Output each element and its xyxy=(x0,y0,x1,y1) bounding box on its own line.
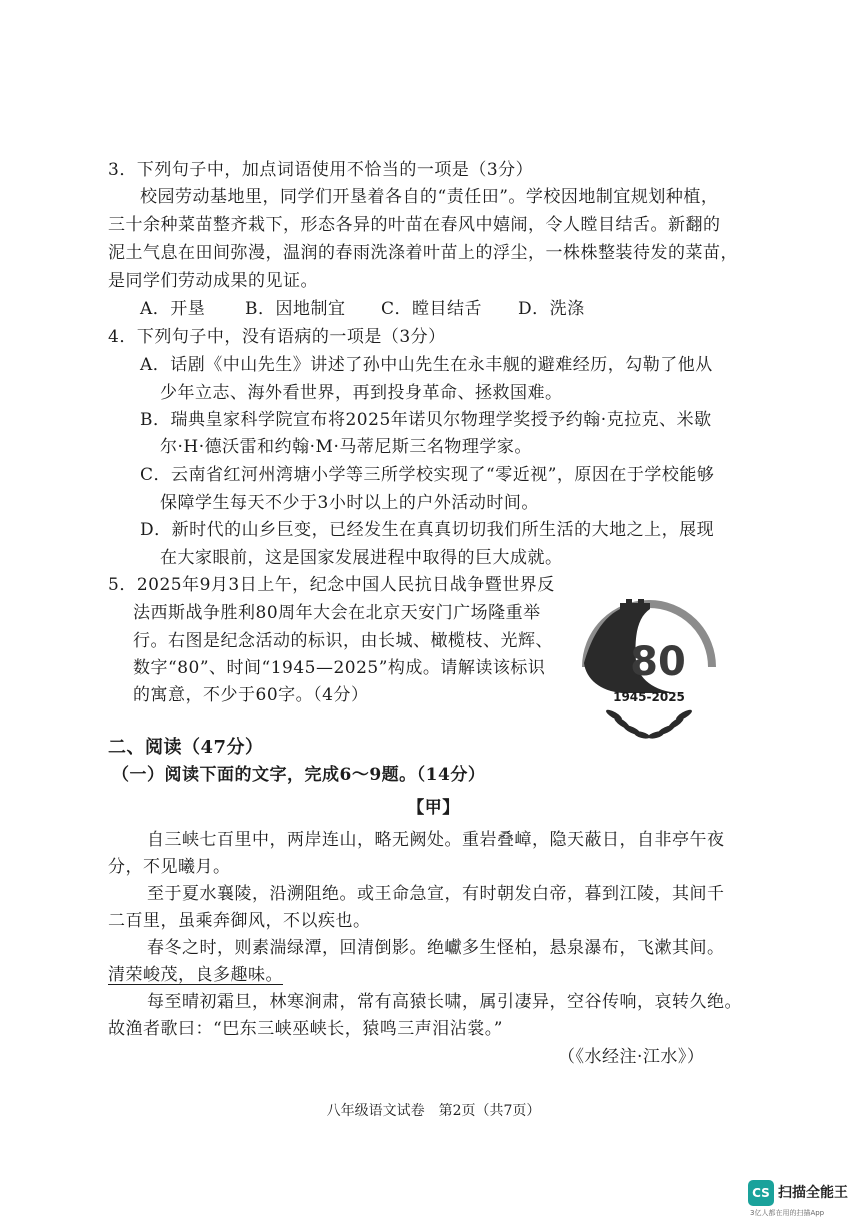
scanner-app-name: 扫描全能王 xyxy=(778,1185,848,1201)
q3-passage-line-4: 是同学们劳动成果的见证。 xyxy=(108,271,318,291)
q3-passage-line-2: 三十余种菜苗整齐栽下，形态各异的叶苗在春风中嬉闹，令人瞠目结舌。新翻的 xyxy=(108,215,721,235)
q4-option-d-line-2: 在大家眼前，这是国家发展进程中取得的巨大成就。 xyxy=(160,548,563,568)
q5-line-2: 法西斯战争胜利80周年大会在北京天安门广场隆重举 xyxy=(133,603,541,623)
q3-passage-line-1: 校园劳动基地里，同学们开垦着各自的“责任田”。学校因地制宜规划种植， xyxy=(140,187,719,207)
q4-option-a-line-1: A．话剧《中山先生》讲述了孙中山先生在永丰舰的避难经历，勾勒了他从 xyxy=(140,355,713,375)
q4-option-c-line-1: C．云南省红河州湾塘小学等三所学校实现了“零近视”，原因在于学校能够 xyxy=(140,465,715,485)
passage-para-2-line-1: 至于夏水襄陵，沿溯阻绝。或王命急宣，有时朝发白帝，暮到江陵，其间千 xyxy=(147,884,725,904)
q3-option-d: D．洗涤 xyxy=(518,299,585,319)
passage-source: （《水经注·江水》） xyxy=(558,1047,705,1067)
passage-para-4-line-1: 每至晴初霜旦，林寒涧肃，常有高猿长啸，属引凄异，空谷传响，哀转久绝。 xyxy=(147,992,742,1012)
q3-option-b: B．因地制宜 xyxy=(245,299,346,319)
scanner-watermark xyxy=(748,1180,860,1220)
section-reading-title: 二、阅读（47分） xyxy=(108,737,264,758)
logo-olive-branches xyxy=(605,708,694,740)
logo-number: 80 xyxy=(630,639,686,685)
reading-part1-title: （一）阅读下面的文字，完成6～9题。（14分） xyxy=(112,765,486,785)
q3-option-a: A．开垦 xyxy=(140,299,206,319)
q4-option-b-line-2: 尔·H·德沃雷和约翰·M·马蒂尼斯三名物理学家。 xyxy=(160,437,532,457)
passage-jia-title: 【甲】 xyxy=(407,798,460,818)
q4-option-d-line-1: D．新时代的山乡巨变，已经发生在真真切切我们所生活的大地之上，展现 xyxy=(140,520,715,540)
passage-para-1-line-1: 自三峡七百里中，两岸连山，略无阙处。重岩叠嶂，隐天蔽日，自非亭午夜 xyxy=(147,830,725,850)
passage-para-1-line-2: 分，不见曦月。 xyxy=(108,857,231,877)
passage-para-3-line-1: 春冬之时，则素湍绿潭，回清倒影。绝巘多生怪柏，悬泉瀑布，飞漱其间。 xyxy=(147,938,725,958)
logo-years: 1945-2025 xyxy=(613,690,685,704)
scanner-logo-icon: CS xyxy=(748,1180,774,1206)
scanner-tagline: 3亿人都在用的扫描App xyxy=(750,1209,825,1217)
page-footer: 八年级语文试卷 第2页（共7页） xyxy=(326,1103,541,1119)
q3-option-c: C．瞠目结舌 xyxy=(381,299,483,319)
passage-para-2-line-2: 二百里，虽乘奔御风，不以疾也。 xyxy=(108,911,371,931)
q5-line-4: 数字“80”、时间“1945—2025”构成。请解读该标识 xyxy=(133,658,546,678)
q5-line-3: 行。右图是纪念活动的标识，由长城、橄榄枝、光辉、 xyxy=(133,631,553,651)
q4-option-c-line-2: 保障学生每天不少于3小时以上的户外活动时间。 xyxy=(160,493,539,513)
passage-para-4-line-2: 故渔者歌曰：“巴东三峡巫峡长，猿鸣三声泪沾裳。” xyxy=(108,1019,503,1039)
q3-passage-line-3: 泥土气息在田间弥漫，温润的春雨洗涤着叶苗上的浮尘，一株株整装待发的菜苗， xyxy=(108,243,738,263)
q4-option-a-line-2: 少年立志、海外看世界，再到投身革命、拯救国难。 xyxy=(160,383,563,403)
passage-para-3-line-2: 清荣峻茂，良多趣味。 xyxy=(108,965,283,985)
q3-stem: 3．下列句子中，加点词语使用不恰当的一项是（3分） xyxy=(108,160,534,180)
q4-stem: 4．下列句子中，没有语病的一项是（3分） xyxy=(108,327,446,347)
commemoration-logo xyxy=(574,575,724,745)
q5-line-5: 的寓意，不少于60字。（4分） xyxy=(133,685,369,705)
q4-option-b-line-1: B．瑞典皇家科学院宣布将2025年诺贝尔物理学奖授予约翰·克拉克、米歇 xyxy=(140,410,712,430)
q5-line-1: 5．2025年9月3日上午，纪念中国人民抗日战争暨世界反 xyxy=(108,575,555,595)
